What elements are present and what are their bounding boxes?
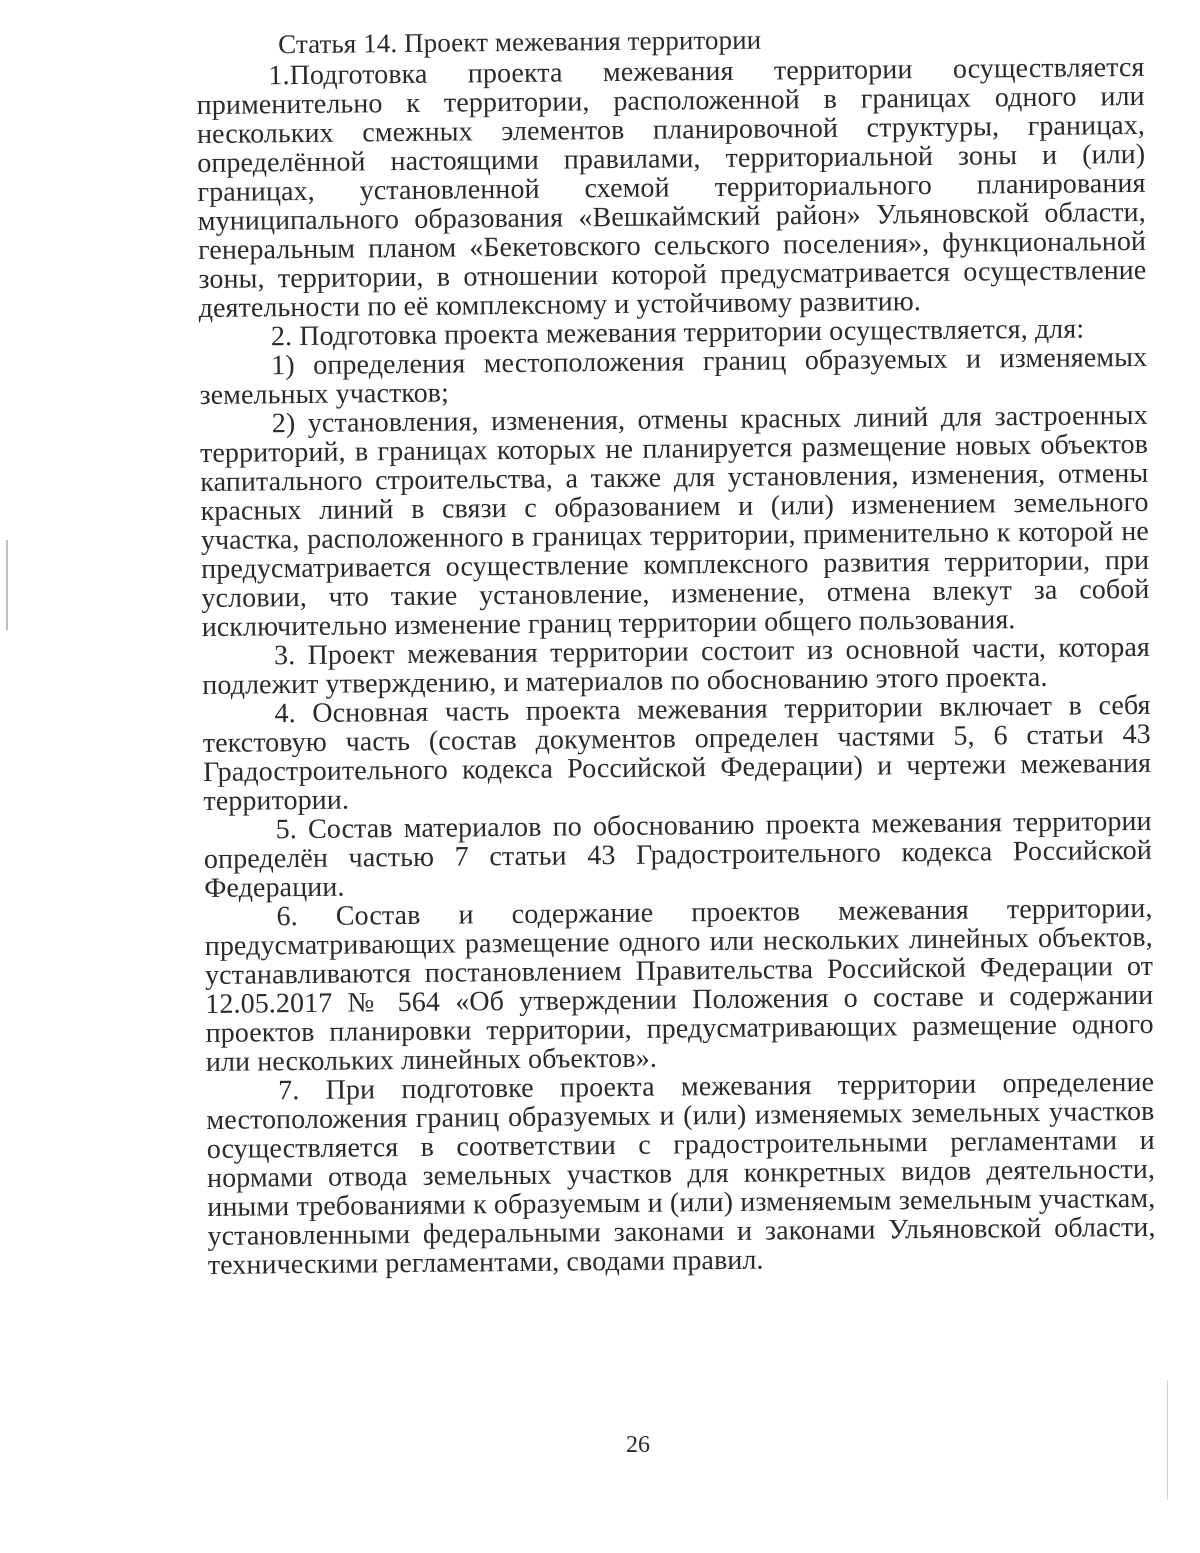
- paragraph-7: 7. При подготовке проекта межевания территории определение местоположения границ образуемых и (или) изменяемых земельных участков осуществляется в соответствии с градостроительными регламентами и нормами отвода земельных участков для конкретных видов деятельности, иными требованиями к образуемым и (или) изменяемым земельным участкам, установленными федеральными законами и законами Ульяновской области, техническими регламентами, сводами правил.: [206, 1066, 1156, 1281]
- paragraph-1: 1.Подготовка проекта межевания территории осуществляется применительно к территории, расположенной в границах одного или нескольких смежных элементов планировочной структуры, границах, определённой настоящими правилами, территориальной зоны и (или) границах, установленной схемой территориального планирования муниципального образования «Вешкаймский район» Ульяновской области, генеральным планом «Бекетовского сельского поселения», функциональной зоны, территории, в отношении которой предусматривается осуществление деятельности по её комплексному и устойчивому развитию.: [196, 51, 1147, 324]
- scan-edge-mark: [6, 540, 8, 630]
- article-title: Статья 14. Проект межевания территории: [277, 24, 762, 60]
- list-item-1: 1) определения местоположения границ образуемых и изменяемых земельных участков;: [199, 341, 1148, 411]
- scan-edge-mark: [1167, 1380, 1168, 1500]
- list-item-2: 2) установления, изменения, отмены красных линий для застроенных территорий, в границах которых не планируется размещение новых объектов капитального строительства, а также для установления, изменения, отмены красных линий в связи с образованием и (или) изменением земельного участка, расположенного в границах территории, применительно к которой не предусматривается осуществление комплексного развития территории, при условии, что такие установление, изменение, отмена влекут за собой исключительно изменение границ территории общего пользования.: [199, 399, 1150, 643]
- document-body: [196, 21, 1156, 1280]
- paragraph-3: 3. Проект межевания территории состоит из основной части, которая подлежит утверждению, и материалов по обоснованию этого проекта.: [202, 631, 1151, 701]
- page-number: 26: [626, 1432, 650, 1458]
- paragraph-4: 4. Основная часть проекта межевания территории включает в себя текстовую часть (состав документов определен частями 5, 6 статьи 43 Градостроительного кодекса Российской Федерации) и чертежи межевания территории.: [202, 689, 1152, 817]
- paragraph-6: 6. Состав и содержание проектов межевания территории, предусматривающих размещение одного или нескольких линейных объектов, устанавливаются постановлением Правительства Российской Федерации от 12.05.2017 № 564 «Об утверждении Положения о составе и содержании проектов планировки территории, предусматривающих размещение одного или нескольких линейных объектов».: [204, 892, 1154, 1078]
- paragraph-2: 2. Подготовка проекта межевания территории осуществляется, для:: [270, 313, 1085, 353]
- paragraph-5: 5. Состав материалов по обоснованию проекта межевания территории определён частью 7 статьи 43 Градостроительного кодекса Российской Федерации.: [203, 805, 1153, 904]
